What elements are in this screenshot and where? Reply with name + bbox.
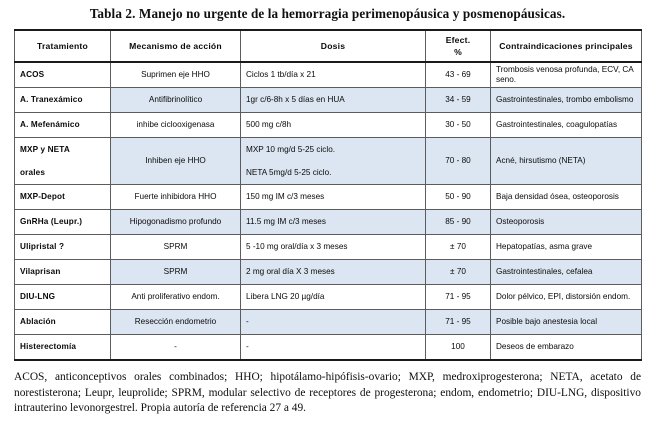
- cell-efecto: 71 - 95: [426, 285, 491, 310]
- cell-dosis: -: [241, 335, 426, 361]
- cell-mecanismo: Fuerte inhibidora HHO: [111, 185, 241, 210]
- cell-mecanismo: Antifibrinolítico: [111, 88, 241, 113]
- cell-dosis: Libera LNG 20 µg/día: [241, 285, 426, 310]
- cell-tratamiento: MXP-Depot: [15, 185, 111, 210]
- cell-dosis-line1: MXP 10 mg/d 5-25 ciclo.: [246, 144, 336, 154]
- cell-mecanismo: Anti proliferativo endom.: [111, 285, 241, 310]
- cell-tratamiento: Ablación: [15, 310, 111, 335]
- column-header-mecanismo: Mecanismo de acción: [111, 30, 241, 62]
- cell-contraindicaciones: Posible bajo anestesia local: [491, 310, 642, 335]
- cell-contraindicaciones: Dolor pélvico, EPI, distorsión endom.: [491, 285, 642, 310]
- column-header-efecto-line2: %: [454, 47, 462, 57]
- cell-mecanismo: Suprimen eje HHO: [111, 62, 241, 88]
- table-row: [15, 88, 642, 113]
- cell-efecto: 71 - 95: [426, 310, 491, 335]
- table-header: [15, 30, 642, 62]
- cell-dosis: 150 mg IM c/3 meses: [241, 185, 426, 210]
- cell-mecanismo: Inhiben eje HHO: [111, 138, 241, 185]
- cell-efecto: 43 - 69: [426, 62, 491, 88]
- cell-mecanismo: SPRM: [111, 235, 241, 260]
- cell-tratamiento: Histerectomía: [15, 335, 111, 361]
- table-container: [14, 29, 641, 361]
- cell-tratamiento: A. Mefenámico: [15, 113, 111, 138]
- table-row: [15, 210, 642, 235]
- table-footnote: ACOS, anticonceptivos orales combinados; HHO; hipotálamo-hipófisis-ovario; MXP, medroxiprogesterona; NETA, acetato de norestisterona; Leupr, leuprolide; SPRM, modular selectivo de receptores de progesterona; endom, endometrio; DIU-LNG, dispositivo intrauterino levonorgestrel. Propia autoría de referencia 27 a 49.: [14, 371, 641, 414]
- table-row: [15, 260, 642, 285]
- cell-efecto: 100: [426, 335, 491, 361]
- cell-tratamiento: A. Tranexámico: [15, 88, 111, 113]
- cell-contraindicaciones: Hepatopatías, asma grave: [491, 235, 642, 260]
- cell-contraindicaciones: Gastrointestinales, cefalea: [491, 260, 642, 285]
- cell-contraindicaciones: Baja densidad ósea, osteoporosis: [491, 185, 642, 210]
- cell-efecto: 70 - 80: [426, 138, 491, 185]
- cell-efecto: 34 - 59: [426, 88, 491, 113]
- cell-tratamiento: Vilaprisan: [15, 260, 111, 285]
- table-body: [15, 62, 642, 360]
- column-header-contraindicaciones: Contraindicaciones principales: [491, 30, 642, 62]
- cell-tratamiento-line2: orales: [20, 167, 46, 177]
- table-row: [15, 185, 642, 210]
- table-row: [15, 138, 642, 185]
- cell-mecanismo: Resección endometrio: [111, 310, 241, 335]
- column-header-efecto-line1: Efect.: [445, 35, 471, 45]
- cell-mecanismo: inhibe ciclooxigenasa: [111, 113, 241, 138]
- data-table: [14, 29, 642, 361]
- cell-contraindicaciones: Gastrointestinales, coagulopatías: [491, 113, 642, 138]
- cell-efecto: 30 - 50: [426, 113, 491, 138]
- cell-dosis: Ciclos 1 tb/día x 21: [241, 62, 426, 88]
- table-row: [15, 62, 642, 88]
- cell-contraindicaciones: Trombosis venosa profunda, ECV, CA seno.: [491, 62, 642, 88]
- cell-mecanismo: Hipogonadismo profundo: [111, 210, 241, 235]
- cell-tratamiento: Ulipristal ?: [15, 235, 111, 260]
- column-header-efecto: [426, 30, 491, 62]
- table-row: [15, 113, 642, 138]
- cell-tratamiento: DIU-LNG: [15, 285, 111, 310]
- table-row: [15, 310, 642, 335]
- cell-efecto: ± 70: [426, 260, 491, 285]
- cell-dosis: 2 mg oral día X 3 meses: [241, 260, 426, 285]
- table-caption: Tabla 2. Manejo no urgente de la hemorragia perimenopáusica y posmenopáusicas.: [89, 6, 566, 21]
- cell-contraindicaciones: Osteoporosis: [491, 210, 642, 235]
- column-header-dosis: Dosis: [241, 30, 426, 62]
- cell-dosis: [241, 138, 426, 185]
- table-row: [15, 285, 642, 310]
- cell-dosis: -: [241, 310, 426, 335]
- cell-dosis: 11.5 mg IM c/3 meses: [241, 210, 426, 235]
- table-row: [15, 335, 642, 361]
- cell-contraindicaciones: Deseos de embarazo: [491, 335, 642, 361]
- cell-efecto: ± 70: [426, 235, 491, 260]
- cell-dosis: 500 mg c/8h: [241, 113, 426, 138]
- cell-contraindicaciones: Acné, hirsutismo (NETA): [491, 138, 642, 185]
- cell-tratamiento: [15, 138, 111, 185]
- cell-efecto: 85 - 90: [426, 210, 491, 235]
- cell-mecanismo: -: [111, 335, 241, 361]
- header-row: [15, 30, 642, 62]
- cell-dosis: 1gr c/6-8h x 5 días en HUA: [241, 88, 426, 113]
- table-row: [15, 235, 642, 260]
- cell-dosis-line2: NETA 5mg/d 5-25 ciclo.: [246, 167, 332, 177]
- cell-mecanismo: SPRM: [111, 260, 241, 285]
- cell-contraindicaciones: Gastrointestinales, trombo embolismo: [491, 88, 642, 113]
- cell-dosis: 5 -10 mg oral/día x 3 meses: [241, 235, 426, 260]
- cell-tratamiento: ACOS: [15, 62, 111, 88]
- column-header-tratamiento: Tratamiento: [15, 30, 111, 62]
- cell-efecto: 50 - 90: [426, 185, 491, 210]
- cell-tratamiento-line1: MXP y NETA: [20, 144, 70, 154]
- cell-tratamiento: GnRHa (Leupr.): [15, 210, 111, 235]
